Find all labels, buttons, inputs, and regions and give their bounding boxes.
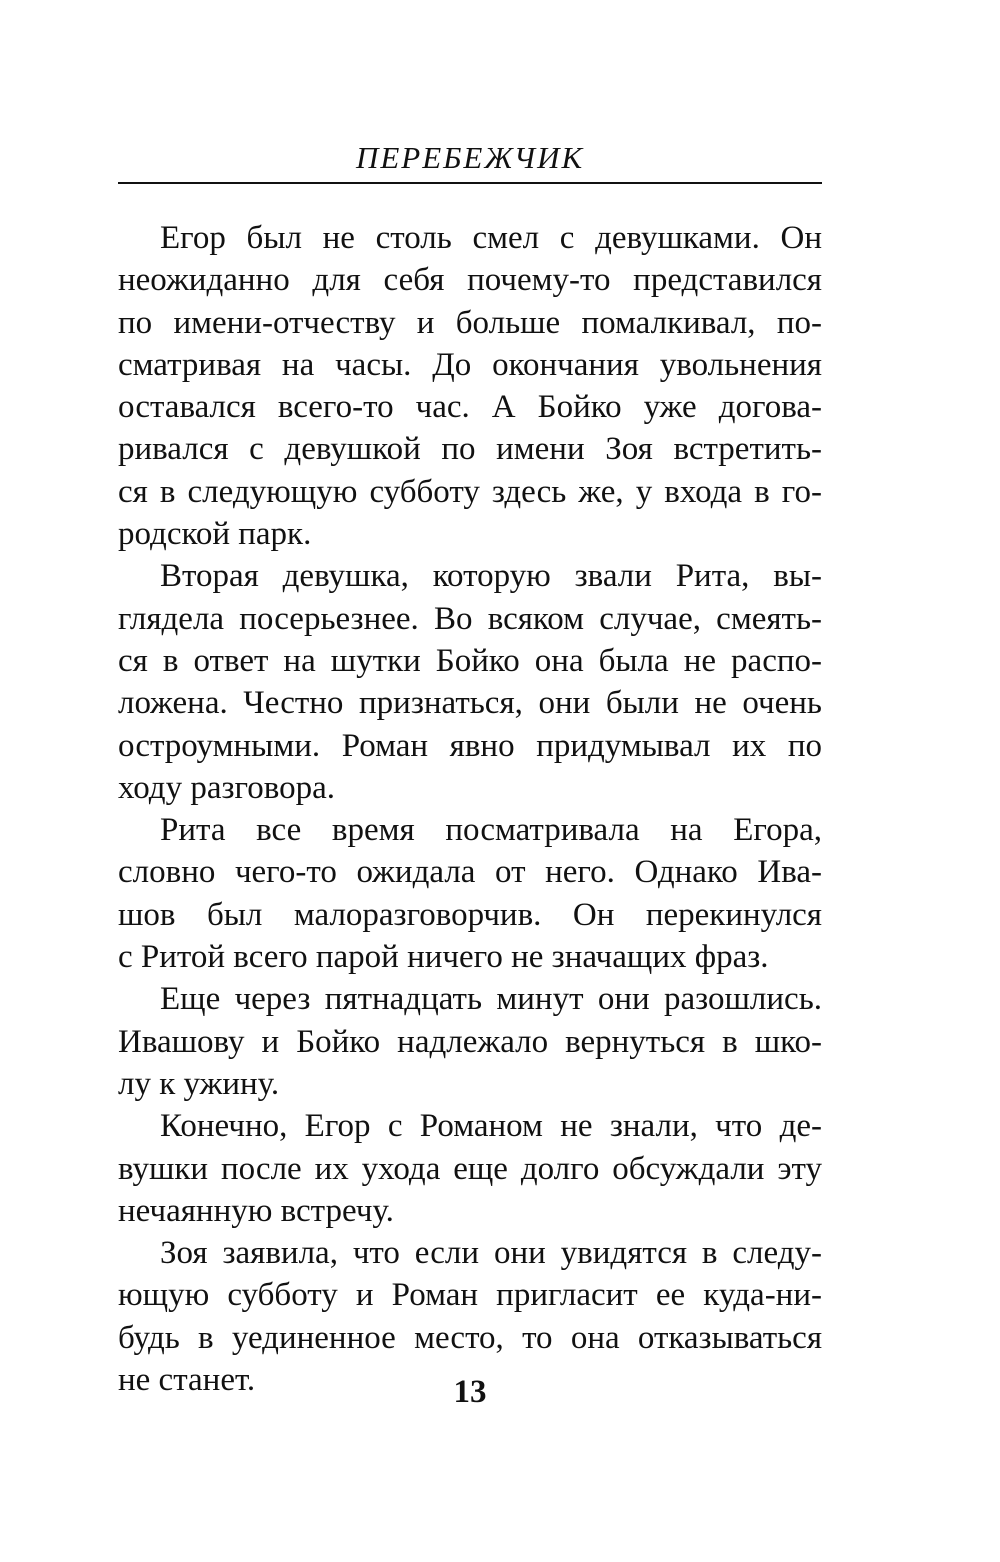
text-line: ривался с девушкой по имени Зоя встретить- [118, 431, 822, 468]
text-line: Еще через пятнадцать минут они разошлись. [160, 981, 822, 1018]
text-line: вушки после их ухода еще долго обсуждали эту [118, 1150, 822, 1187]
header-rule [118, 182, 822, 184]
text-line: Егор был не столь смел с девушками. Он [160, 220, 822, 256]
text-line: Вторая девушка, которую звали Рита, вы- [160, 558, 822, 595]
text-line: с Ритой всего парой ничего не значащих фраз. [118, 939, 769, 976]
text-line: словно чего-то ожидала от него. Однако Ива- [118, 854, 822, 891]
text-line: шов был малоразговорчив. Он перекинулся [118, 896, 822, 933]
text-line: ходу разговора. [118, 769, 335, 806]
text-line: лу к ужину. [118, 1065, 280, 1102]
text-line: ющую субботу и Роман пригласит ее куда-ни- [118, 1277, 822, 1314]
running-title: ПЕРЕБЕЖЧИК [355, 140, 585, 175]
text-line: ложена. Честно признаться, они были не очень [118, 685, 822, 722]
text-line: ся в ответ на шутки Бойко она была не распо- [118, 642, 822, 679]
text-line: глядела посерьезнее. Во всяком случае, смеять- [118, 600, 822, 637]
text-line: ся в следующую субботу здесь же, у входа в го- [118, 473, 822, 510]
text-line: Зоя заявила, что если они увидятся в следу- [160, 1235, 822, 1272]
text-line: не станет. [118, 1362, 256, 1399]
text-line: будь в уединенное место, то она отказываться [118, 1319, 822, 1356]
text-line: Конечно, Егор с Романом не знали, что де- [160, 1108, 822, 1145]
text-line: родской парк. [118, 516, 312, 553]
page-number: 13 [453, 1374, 487, 1410]
text-line: сматривая на часы. До окончания увольнения [118, 346, 822, 383]
text-line: по имени-отчеству и больше помалкивал, по- [118, 304, 822, 341]
text-line: оставался всего-то час. А Бойко уже догова- [118, 389, 822, 426]
text-line: неожиданно для себя почему-то представился [118, 262, 822, 299]
text-line: нечаянную встречу. [118, 1192, 394, 1229]
text-line: Ивашову и Бойко надлежало вернуться в шко- [118, 1023, 822, 1060]
text-line: Рита все время посматривала на Егора, [160, 812, 822, 849]
body-text [118, 217, 822, 1401]
book-page [118, 0, 822, 1562]
text-line: остроумными. Роман явно придумывал их по [118, 727, 822, 764]
